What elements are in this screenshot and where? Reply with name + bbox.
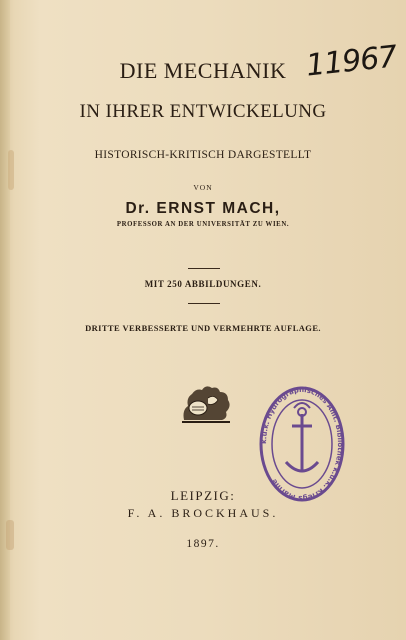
edition-note: DRITTE VERBESSERTE UND VERMEHRTE AUFLAGE. (85, 323, 321, 333)
book-subtitle-2: HISTORISCH-KRITISCH DARGESTELLT (94, 149, 312, 161)
author-affiliation: PROFESSOR AN DER UNIVERSITÄT ZU WIEN. (116, 221, 290, 228)
divider-rule (188, 268, 220, 269)
publisher-device-icon (178, 380, 234, 426)
library-stamp-seal (258, 384, 346, 504)
divider-rule (188, 303, 220, 304)
svg-text:k.u.k. Hydrographisches Amt. B: k.u.k. Hydrographisches Amt. Bibliothek k.u.k. Kriegs Marine (259, 385, 345, 503)
book-title: DIE MECHANIK (119, 58, 287, 83)
book-subtitle: IN IHRER ENTWICKELUNG (79, 101, 327, 122)
publication-place: LEIPZIG: (170, 488, 236, 503)
publication-year: 1897. (186, 538, 220, 550)
publisher-name: F. A. BROCKHAUS. (127, 506, 279, 520)
by-line: VON (193, 183, 213, 192)
author-name: Dr. ERNST MACH, (125, 200, 281, 217)
illustrations-note: MIT 250 ABBILDUNGEN. (144, 279, 262, 289)
handwritten-shelf-number: 11967 (304, 39, 399, 84)
